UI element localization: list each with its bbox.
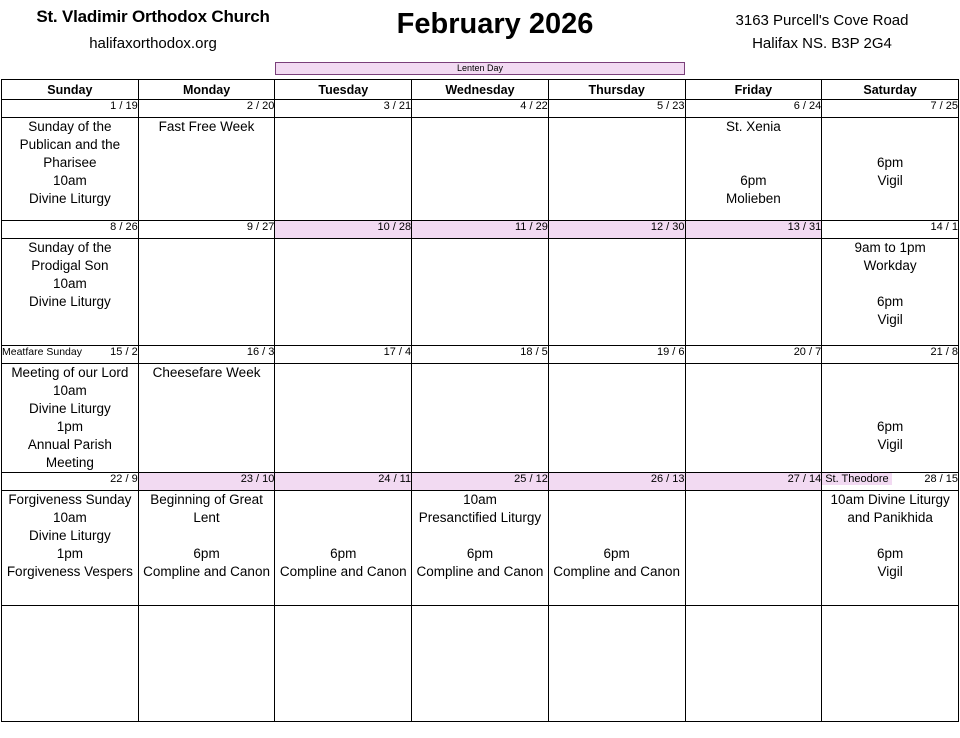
day-events-cell[interactable]: [548, 239, 685, 346]
day-events-cell[interactable]: [822, 118, 959, 221]
event-spacer: [275, 509, 411, 527]
event-line: 6pm: [466, 545, 494, 561]
date-number: 12 / 30: [650, 221, 685, 233]
day-events-cell[interactable]: [685, 239, 822, 346]
date-number: 27 / 14: [787, 472, 822, 485]
header-left-block: [8, 6, 298, 52]
date-cell[interactable]: [138, 221, 275, 239]
date-number: 28 / 15: [924, 472, 958, 485]
page-title: February 2026: [396, 8, 594, 40]
event-line: 6pm: [876, 154, 904, 170]
weekday-header-tuesday: Tuesday: [275, 80, 412, 100]
date-number: 4 / 22: [520, 100, 548, 112]
date-number: 17 / 4: [383, 346, 412, 358]
event-spacer: [822, 527, 958, 545]
date-number: 11 / 29: [514, 221, 548, 233]
day-events-cell[interactable]: [412, 605, 549, 721]
date-cell[interactable]: [412, 472, 549, 490]
event-line: Forgiveness Vespers: [6, 563, 133, 579]
day-events-cell[interactable]: [138, 490, 275, 605]
event-line: 6pm: [740, 172, 767, 188]
weekday-header-friday: Friday: [685, 80, 822, 100]
event-line: 10am: [52, 172, 87, 188]
event-line: 1pm: [56, 545, 83, 561]
date-cell[interactable]: [822, 100, 959, 118]
event-row: [2, 239, 959, 346]
event-line: 6pm: [876, 418, 904, 434]
date-number: 19 / 6: [656, 346, 685, 358]
day-events-cell[interactable]: [412, 364, 549, 473]
feast-badge: St. Theodore: [822, 473, 891, 485]
event-line: 10am: [52, 509, 87, 525]
date-row: [2, 472, 959, 490]
date-number: 5 / 23: [656, 100, 685, 112]
address-line-1: 3163 Purcell's Cove Road: [735, 12, 909, 29]
event-line: Annual Parish Meeting: [27, 436, 112, 470]
date-cell[interactable]: [822, 346, 959, 364]
day-events-cell[interactable]: [275, 118, 412, 221]
event-line: Compline and Canon: [416, 563, 544, 579]
event-line: Cheesefare Week: [152, 365, 261, 380]
day-events-cell[interactable]: [138, 605, 275, 721]
event-line: Vigil: [877, 436, 903, 452]
day-events-cell[interactable]: [685, 364, 822, 473]
date-number: 1 / 19: [110, 100, 138, 112]
weekday-header-row: [2, 80, 959, 100]
event-spacer: [686, 136, 822, 154]
date-cell[interactable]: [685, 346, 822, 364]
event-row: [2, 490, 959, 605]
event-line: 10am: [52, 275, 87, 291]
date-cell[interactable]: [548, 221, 685, 239]
date-cell[interactable]: [822, 221, 959, 239]
date-cell[interactable]: [412, 346, 549, 364]
day-events-cell[interactable]: [685, 118, 822, 221]
day-events-cell[interactable]: [2, 490, 139, 605]
event-line: Meeting of our Lord: [11, 365, 129, 380]
event-line: 1pm: [56, 418, 83, 434]
date-number: 23 / 10: [240, 472, 275, 485]
day-events-cell[interactable]: [275, 490, 412, 605]
day-events-cell[interactable]: [2, 364, 139, 473]
event-line: Divine Liturgy: [28, 400, 111, 416]
weekday-header-sunday: Sunday: [2, 80, 139, 100]
date-cell[interactable]: [2, 100, 139, 118]
event-line: 10am Divine Liturgy: [830, 491, 950, 507]
date-number: 25 / 12: [514, 472, 548, 485]
date-cell[interactable]: [2, 221, 139, 239]
event-line: Presanctified Liturgy: [418, 509, 542, 525]
day-events-cell[interactable]: [412, 118, 549, 221]
date-number: 2 / 20: [246, 100, 275, 112]
date-number: 8 / 26: [110, 221, 138, 233]
date-number: 20 / 7: [793, 346, 822, 358]
event-line: Vigil: [877, 311, 903, 327]
date-number: 3 / 21: [383, 100, 412, 112]
weekday-header-thursday: Thursday: [548, 80, 685, 100]
header-address-block: [692, 6, 952, 56]
day-events-cell[interactable]: [822, 239, 959, 346]
date-number: 9 / 27: [246, 221, 275, 233]
event-spacer: [822, 275, 958, 293]
event-line: and Panikhida: [847, 509, 933, 525]
date-number: 18 / 5: [520, 346, 548, 358]
event-line: Beginning of Great: [150, 491, 263, 507]
event-line: Forgiveness Sunday: [8, 491, 132, 507]
event-spacer: [275, 527, 411, 545]
church-name: St. Vladimir Orthodox Church: [36, 7, 270, 26]
day-events-cell[interactable]: [822, 490, 959, 605]
day-events-cell[interactable]: [275, 364, 412, 473]
date-row: [2, 346, 959, 364]
weekday-header-monday: Monday: [138, 80, 275, 100]
date-cell[interactable]: [275, 346, 412, 364]
event-spacer: [549, 509, 685, 527]
event-spacer: [139, 527, 275, 545]
day-events-cell[interactable]: [275, 605, 412, 721]
day-events-cell[interactable]: [275, 239, 412, 346]
event-spacer: [549, 527, 685, 545]
date-cell[interactable]: [685, 100, 822, 118]
event-line: 6pm: [876, 545, 904, 561]
day-events-cell[interactable]: [822, 364, 959, 473]
header-center-block: [298, 6, 692, 41]
date-cell[interactable]: [548, 100, 685, 118]
event-line: Sunday of the: [28, 119, 112, 134]
date-cell[interactable]: [2, 472, 139, 490]
event-line: Divine Liturgy: [28, 190, 111, 206]
event-spacer: [822, 382, 958, 400]
date-number: 21 / 8: [930, 346, 958, 358]
day-events-cell[interactable]: [548, 605, 685, 721]
event-line: Fast Free Week: [158, 119, 255, 134]
event-row: [2, 605, 959, 721]
event-spacer: [822, 364, 958, 382]
date-number: 26 / 13: [650, 472, 685, 485]
event-line: 9am to 1pm: [854, 240, 926, 255]
date-number: 6 / 24: [793, 100, 822, 112]
event-line: 6pm: [876, 293, 904, 309]
event-line: 6pm: [193, 545, 220, 561]
day-events-cell[interactable]: [548, 118, 685, 221]
event-line: Molieben: [725, 190, 781, 206]
event-line: Workday: [863, 257, 917, 273]
date-cell[interactable]: [275, 472, 412, 490]
day-events-cell[interactable]: [412, 239, 549, 346]
weekday-header-wednesday: Wednesday: [412, 80, 549, 100]
date-number: 24 / 11: [378, 472, 412, 485]
date-cell[interactable]: [275, 100, 412, 118]
date-cell[interactable]: [412, 221, 549, 239]
event-line: Compline and Canon: [553, 563, 681, 579]
date-cell[interactable]: [275, 221, 412, 239]
calendar-table: [1, 79, 959, 722]
date-number: 10 / 28: [377, 221, 412, 233]
lenten-day-legend: Lenten Day: [275, 62, 685, 75]
event-spacer: [275, 491, 411, 509]
event-row: [2, 118, 959, 221]
event-line: Vigil: [877, 172, 903, 188]
date-cell[interactable]: [685, 472, 822, 490]
event-line: Compline and Canon: [143, 563, 270, 579]
day-events-cell[interactable]: [412, 490, 549, 605]
day-events-cell[interactable]: [138, 364, 275, 473]
date-number: 22 / 9: [110, 472, 138, 485]
date-number: 13 / 31: [787, 221, 822, 233]
church-website: halifaxorthodox.org: [89, 35, 217, 53]
event-line: Compline and Canon: [279, 563, 407, 579]
day-events-cell[interactable]: [685, 490, 822, 605]
event-line: 6pm: [330, 545, 357, 561]
date-number: 16 / 3: [246, 346, 275, 358]
event-spacer: [822, 118, 958, 136]
event-line: Sunday of the: [28, 240, 112, 255]
event-spacer: [822, 400, 958, 418]
day-events-cell[interactable]: [822, 605, 959, 721]
event-line: Lent: [193, 509, 220, 525]
event-line: Divine Liturgy: [28, 293, 111, 309]
event-line: 10am: [52, 382, 87, 398]
date-number: 7 / 25: [930, 100, 958, 112]
event-line: 10am: [463, 491, 497, 507]
event-line: Pharisee: [43, 154, 97, 170]
event-spacer: [822, 136, 958, 154]
day-events-cell[interactable]: [2, 239, 139, 346]
day-events-cell[interactable]: [548, 490, 685, 605]
event-row: [2, 364, 959, 473]
event-line: Vigil: [877, 563, 903, 579]
date-number: 14 / 1: [930, 221, 958, 233]
day-events-cell[interactable]: [2, 605, 139, 721]
date-cell[interactable]: [2, 346, 139, 364]
event-spacer: [412, 527, 548, 545]
event-spacer: [549, 491, 685, 509]
weekday-header-saturday: Saturday: [822, 80, 959, 100]
day-events-cell[interactable]: [548, 364, 685, 473]
day-events-cell[interactable]: [685, 605, 822, 721]
event-spacer: [686, 154, 822, 172]
day-events-cell[interactable]: [2, 118, 139, 221]
event-line: Prodigal Son: [31, 257, 109, 273]
date-cell[interactable]: [412, 100, 549, 118]
calendar-body: [2, 100, 959, 722]
date-row: [2, 100, 959, 118]
date-cell[interactable]: [138, 346, 275, 364]
date-number: 15 / 2: [110, 346, 138, 358]
event-line: Publican and the: [19, 136, 121, 152]
date-cell[interactable]: [138, 100, 275, 118]
day-events-cell[interactable]: [138, 118, 275, 221]
date-cell[interactable]: [685, 221, 822, 239]
event-line: 6pm: [603, 545, 630, 561]
event-line: Divine Liturgy: [28, 527, 111, 543]
page-header: [0, 0, 960, 62]
lenten-banner-row: [0, 62, 960, 76]
date-cell[interactable]: [822, 472, 959, 490]
date-cell[interactable]: [138, 472, 275, 490]
day-events-cell[interactable]: [138, 239, 275, 346]
event-line: St. Xenia: [725, 119, 781, 134]
date-cell[interactable]: [548, 346, 685, 364]
address-line-2: Halifax NS. B3P 2G4: [752, 35, 892, 53]
date-cell[interactable]: [548, 472, 685, 490]
date-row: [2, 221, 959, 239]
feast-label: Meatfare Sunday: [2, 346, 82, 358]
